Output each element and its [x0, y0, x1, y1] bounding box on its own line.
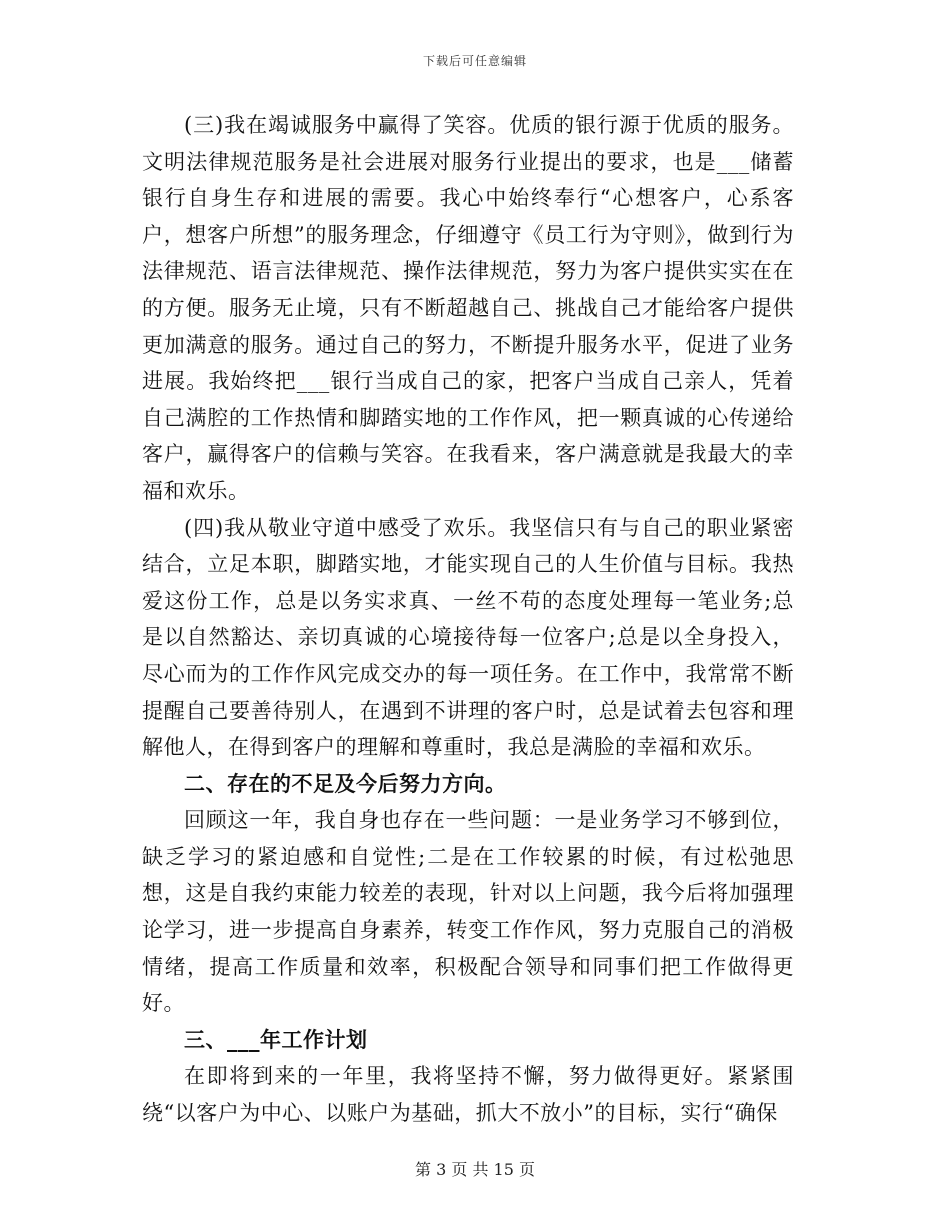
section-heading-shortcomings: 二、存在的不足及今后努力方向。: [184, 770, 507, 796]
section-heading-work-plan: 三、___年工作计划: [184, 1026, 368, 1052]
paragraph-service-smile: (三)我在竭诚服务中赢得了笑容。优质的银行源于优质的服务。文明法律规范服务是社会进展对服务行业提出的要求，也是___储蓄银行自身生存和进展的需要。我心中始终奉行“心想客户，心系客户，想客户所想”的服务理念，仔细遵守《员工行为守则》，做到行为法律规范、语言法律规范、操作法律规范，努力为客户提供实实在在的方便。服务无止境，只有不断超越自己、挑战自己才能给客户提供更加满意的服务。通过自己的努力，不断提升服务水平，促进了业务进展。我始终把___银行当成自己的家，把客户当成自己亲人，凭着自己满腔的工作热情和脚踏实地的工作作风，把一颗真诚的心传递给客户，赢得客户的信赖与笑容。在我看来，客户满意就是我最大的幸福和欢乐。: [142, 113, 794, 503]
paragraph-dedication-joy: (四)我从敬业守道中感受了欢乐。我坚信只有与自己的职业紧密结合，立足本职，脚踏实地，才能实现自己的人生价值与目标。我热爱这份工作，总是以务实求真、一丝不苟的态度处理每一笔业务;总是以自然豁达、亲切真诚的心境接待每一位客户;总是以全身投入，尽心而为的工作作风完成交办的每一项任务。在工作中，我常常不断提醒自己要善待别人，在遇到不讲理的客户时，总是试着去包容和理解他人，在得到客户的理解和尊重时，我总是满脸的幸福和欢乐。: [142, 515, 794, 760]
paragraph-review-problems: 回顾这一年，我自身也存在一些问题：一是业务学习不够到位，缺乏学习的紧迫感和自觉性;二是在工作较累的时候，有过松弛思想，这是自我约束能力较差的表现，针对以上问题，我今后将加强理论学习，进一步提高自身素养，转变工作作风，努力克服自己的消极情绪，提高工作质量和效率，积极配合领导和同事们把工作做得更好。: [142, 808, 794, 1016]
page-header-note: 下载后可任意编辑: [422, 54, 527, 68]
page-number-footer: 第 3 页 共 15 页: [415, 1160, 535, 1179]
paragraph-coming-year: 在即将到来的一年里，我将坚持不懈，努力做得更好。紧紧围绕“以客户为中心、以账户为基础，抓大不放小”的目标，实行“确保: [142, 1064, 794, 1126]
document-body: [142, 107, 794, 1132]
